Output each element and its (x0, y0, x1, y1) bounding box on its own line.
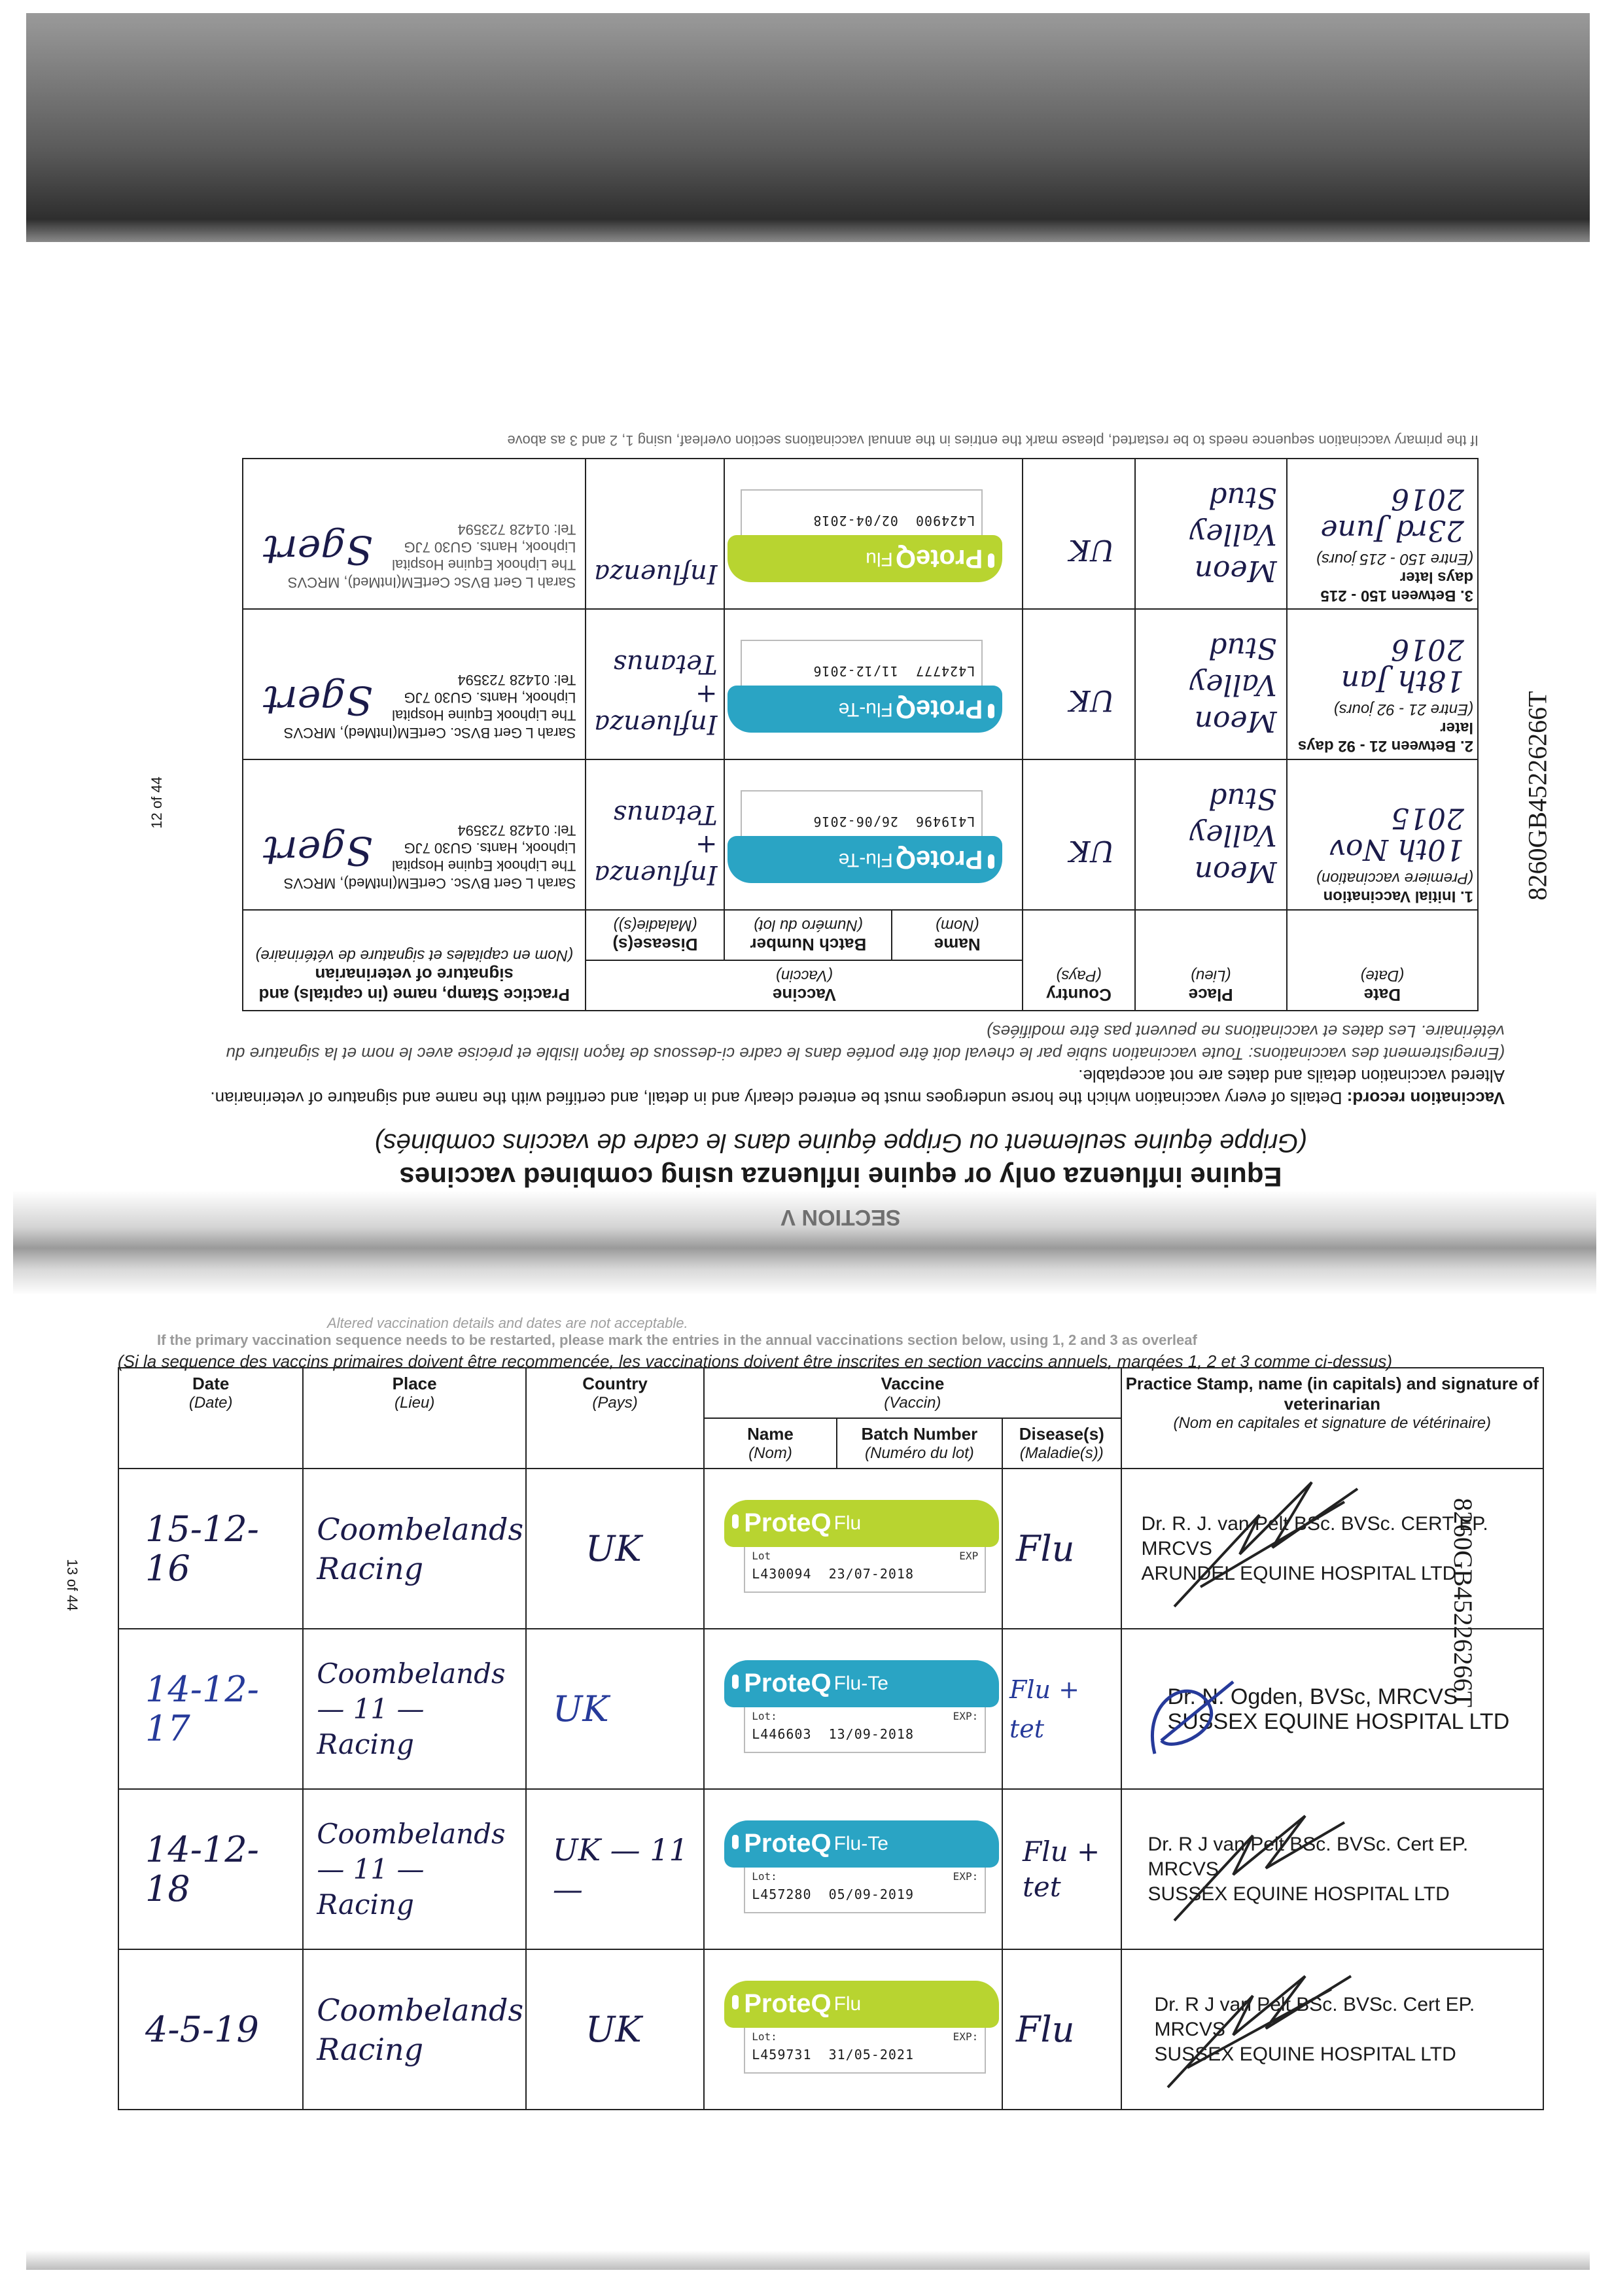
practice-stamp-hospital: SUSSEX EQUINE HOSPITAL LTD (1167, 1709, 1510, 1734)
handwritten-date: 14-12-18 (145, 1828, 259, 1909)
handwritten-place: Meon Valley Stud (1189, 481, 1277, 587)
stamp-cell (243, 459, 586, 609)
handwritten-disease: Influenza + Tetanus (594, 799, 718, 890)
country-cell (526, 1469, 704, 1629)
sticker-product: Flu (833, 1992, 862, 2015)
handwritten-place: Meon Valley Stud (1189, 631, 1277, 738)
vet-signature (1161, 1803, 1358, 1934)
vaccine-sticker (724, 1660, 999, 1758)
date-cell (118, 1949, 303, 2110)
altered-note: Altered vaccination details and dates are not acceptable. (327, 1315, 688, 1331)
sticker-exp-label: EXP: (953, 2030, 979, 2043)
disease-cell (586, 459, 724, 609)
restart-note-fr: (Si la sequence des vaccins primaires doivent être recommencée, les vaccinations doivent être inscrites en section vaccins annuels, marqées 1, 2 et 3 comme ci-dessus) (118, 1351, 1393, 1371)
col-country: Country (Pays) (1023, 910, 1134, 1011)
sticker-exp: 02/04-2018 (813, 513, 898, 529)
handwritten-date: 14-12-17 (145, 1668, 259, 1749)
sticker-product: Flu (833, 1512, 862, 1534)
section-subtitle: (Grippe équine seulement ou Grippe équine dans le cadre de vaccins combinés) (374, 1128, 1307, 1157)
country-cell (1023, 609, 1134, 759)
instructions-text: Details of every vaccination which the horse undergoes must be entered clearly and in detail, and certified with the name and signature of veterinarian. Altered vaccination details and dates are not acceptable. (210, 1066, 1505, 1108)
sticker-product: Flu-Te (838, 699, 893, 720)
row-label: 2. Between 21 - 92 days later (Entre 21 - 92 jours) (1297, 701, 1473, 755)
sticker-lot: L446603 (752, 1726, 812, 1742)
instructions (105, 1020, 1577, 1109)
practice-stamp-hospital: SUSSEX EQUINE HOSPITAL LTD (1148, 1883, 1450, 1905)
country-cell (1023, 459, 1134, 609)
col-batch: Batch Number (Numéro du lot) (837, 1418, 1002, 1469)
table-row (118, 1469, 1543, 1629)
vet-signature: Sgert (263, 677, 373, 723)
handwritten-disease: Influenza (594, 559, 718, 589)
restart-note: If the primary vaccination sequence needs to be restarted, please mark the entries in the annual vaccinations section overleaf, using 1, 2 and 3 as above (507, 432, 1479, 449)
sticker-lot: L424777 (915, 663, 975, 679)
sticker-lot: L459731 (752, 2046, 812, 2062)
drop-icon (732, 1835, 739, 1849)
disease-cell (586, 759, 724, 910)
stamp-cell (1121, 1949, 1543, 2110)
vet-signature: Sgert (263, 827, 373, 873)
stamp-cell (243, 759, 586, 910)
handwritten-date: 15-12-16 (145, 1508, 259, 1589)
col-date: Date (Date) (118, 1368, 303, 1469)
disease-cell (1002, 1629, 1121, 1789)
vet-signature: Sgert (263, 527, 373, 572)
practice-stamp-name: Dr. R. J. van Pelt BSc. BVSc. CERT EP. MRCVS (1141, 1512, 1488, 1559)
section-header (105, 1128, 1577, 1230)
vet-signature (1135, 1662, 1253, 1767)
table-row (243, 459, 1478, 609)
sticker-lot: L424900 (915, 513, 975, 529)
handwritten-place: Coombelands — 11 — Racing (317, 1657, 506, 1760)
practice-stamp: Sarah L Gert BVSc. CertEM(IntMed), MRCVS The Liphook Equine Hospital Liphook, Hants. GU30 7JG Tel: 01428 723594 (283, 672, 576, 741)
handwritten-place: Coombelands Racing (317, 1511, 524, 1586)
handwritten-disease: Flu + tet (1023, 1835, 1100, 1903)
handwritten-country: UK (1068, 834, 1115, 867)
annual-vaccination-table (118, 1367, 1544, 2110)
disease-cell (1002, 1949, 1121, 2110)
sticker-lot: L430094 (752, 1565, 812, 1582)
vet-signature (1155, 1963, 1364, 2100)
col-disease: Disease(s) (Maladie(s)) (1002, 1418, 1121, 1469)
handwritten-date: 4-5-19 (145, 2008, 259, 2050)
col-name: Name (Nom) (704, 1418, 837, 1469)
book-gutter-shadow (26, 13, 1590, 242)
col-date: Date (Date) (1287, 910, 1478, 1011)
handwritten-country: UK (1068, 684, 1115, 717)
vaccine-sticker (727, 785, 1002, 883)
vaccine-sticker (727, 635, 1002, 733)
date-cell (1287, 459, 1478, 609)
instructions-fr: (Enregistrement des vaccinations: Toute vaccination subie par le cheval doit être portée dans le cadre ci-dessous de façon lisible et précise avec le nom et la signature du vétérinaire. Les dates et vaccinations ne peuvent pas être modifiées) (226, 1022, 1505, 1064)
col-place: Place (Lieu) (1135, 910, 1287, 1011)
col-vaccine: Vaccine (Vaccin) (704, 1368, 1121, 1418)
handwritten-date: 10th Nov 2015 (1329, 801, 1464, 866)
date-cell (118, 1469, 303, 1629)
vaccine-sticker-cell (725, 759, 1023, 910)
instructions-bold: Vaccination record: (1346, 1088, 1505, 1108)
vaccine-sticker (724, 1500, 999, 1598)
doc-code: 8260GB45226266T (1522, 691, 1552, 901)
table-header-row (243, 960, 1478, 1011)
vaccine-sticker-cell (704, 1469, 1002, 1629)
practice-stamp-name: Dr. N. Ogden, BVSc, MRCVS (1167, 1684, 1458, 1709)
disease-cell (1002, 1789, 1121, 1949)
restart-note: If the primary vaccination sequence needs to be restarted, please mark the entries in the annual vaccinations section below, using 1, 2 and 3 as overleaf (157, 1332, 1197, 1348)
disease-cell (586, 609, 724, 759)
sticker-product: Flu-Te (838, 849, 893, 871)
place-cell (1135, 759, 1287, 910)
sticker-brand: ProteQ (744, 1508, 832, 1537)
practice-stamp-name: Dr. R J van Pelt BSc. BVSc. Cert EP. MRCVS (1148, 1833, 1469, 1880)
sticker-exp: 23/07-2018 (828, 1565, 915, 1582)
handwritten-disease: Flu (1016, 2008, 1075, 2050)
col-place: Place (Lieu) (303, 1368, 526, 1469)
drop-icon (988, 553, 994, 568)
place-cell (303, 1469, 526, 1629)
sticker-exp-label: EXP: (953, 1709, 979, 1722)
vaccine-sticker-cell (704, 1949, 1002, 2110)
place-cell (303, 1629, 526, 1789)
table-row (243, 609, 1478, 759)
stamp-cell (1121, 1629, 1543, 1789)
vaccine-sticker (724, 1981, 999, 2079)
sticker-brand: ProteQ (744, 1989, 832, 2018)
sticker-brand: ProteQ (895, 544, 983, 574)
drop-icon (988, 854, 994, 869)
stamp-cell (243, 609, 586, 759)
sticker-exp: 31/05-2021 (828, 2046, 915, 2062)
date-cell (1287, 759, 1478, 910)
col-stamp: Practice Stamp, name (in capitals) and signature of veterinarian (Nom en capitales et signature de vétérinaire) (243, 910, 586, 1011)
practice-stamp-name: Dr. R J van Pelt BSc. BVSc. Cert EP. MRCVS (1154, 1993, 1475, 2040)
handwritten-country: UK (552, 1688, 609, 1730)
vaccine-sticker (724, 1820, 999, 1919)
sticker-product: Flu (866, 548, 893, 570)
table-row (118, 1629, 1543, 1789)
sticker-lot-label: Lot: (752, 1870, 777, 1883)
practice-stamp-hospital: SUSSEX EQUINE HOSPITAL LTD (1154, 2043, 1456, 2065)
handwritten-disease: Flu + tet (1009, 1675, 1079, 1743)
col-batch: Batch Number (Numéro du lot) (725, 910, 892, 960)
practice-stamp-hospital: ARUNDEL EQUINE HOSPITAL LTD (1141, 1562, 1457, 1584)
country-cell (526, 1949, 704, 2110)
sticker-exp: 11/12-2016 (813, 663, 898, 679)
handwritten-country: UK — 11 — (552, 1832, 688, 1907)
col-disease: Disease(s) (Maladie(s)) (586, 910, 724, 960)
row-label: 3. Between 150 - 215 days later (Entre 150 - 215 jours) (1316, 550, 1473, 604)
place-cell (1135, 609, 1287, 759)
country-cell (1023, 759, 1134, 910)
handwritten-country: UK (1068, 533, 1115, 566)
sticker-lot-label: Lot: (752, 2030, 777, 2043)
row-label: 1. Initial Vaccination (Premiere vaccination) (1316, 869, 1473, 905)
stamp-cell (1121, 1789, 1543, 1949)
col-name: Name (Nom) (892, 910, 1023, 960)
handwritten-place: Coombelands — 11 — Racing (317, 1817, 506, 1921)
date-cell (118, 1789, 303, 1949)
handwritten-disease: Influenza + Tetanus (594, 649, 718, 739)
section-title: Equine influenza only or equine influenza using combined vaccines (399, 1162, 1282, 1192)
sticker-product: Flu-Te (833, 1832, 888, 1854)
vaccine-sticker-cell (725, 609, 1023, 759)
doc-code: 8260GB45226266T (1448, 1498, 1478, 1707)
vaccine-sticker (727, 484, 1002, 582)
handwritten-date: 23rd June 2016 (1320, 482, 1464, 547)
vaccine-sticker-cell (704, 1629, 1002, 1789)
handwritten-place: Meon Valley Stud (1189, 782, 1277, 888)
col-vaccine: Vaccine (Vaccin) (586, 960, 1023, 1011)
page-number: 12 of 44 (149, 776, 166, 829)
handwritten-country: UK (585, 2008, 642, 2050)
drop-icon (732, 1675, 739, 1689)
date-cell (118, 1629, 303, 1789)
country-cell (526, 1789, 704, 1949)
sticker-brand: ProteQ (895, 695, 983, 724)
section-label: SECTION V (780, 1205, 901, 1230)
sticker-lot-label: Lot: (752, 1709, 777, 1722)
sticker-brand: ProteQ (744, 1829, 832, 1858)
table-header-row (118, 1368, 1543, 1418)
handwritten-disease: Flu (1016, 1527, 1075, 1569)
country-cell (526, 1629, 704, 1789)
sticker-product: Flu-Te (833, 1672, 888, 1694)
table-row (118, 1789, 1543, 1949)
date-cell (1287, 609, 1478, 759)
lower-page (63, 1315, 1557, 2218)
initial-vaccination-table (242, 458, 1479, 1011)
vaccine-sticker-cell (725, 459, 1023, 609)
sticker-exp-label: EXP (959, 1549, 979, 1562)
sticker-lot: L457280 (752, 1886, 812, 1902)
place-cell (303, 1789, 526, 1949)
sticker-lot: L419496 (915, 814, 975, 829)
vaccine-sticker-cell (704, 1789, 1002, 1949)
col-stamp: Practice Stamp, name (in capitals) and signature of veterinarian (Nom en capitales et signature de vétérinaire) (1121, 1368, 1543, 1469)
sticker-brand: ProteQ (744, 1669, 832, 1697)
drop-icon (988, 704, 994, 718)
vet-signature (1161, 1476, 1371, 1620)
handwritten-date: 18th Jan 2016 (1340, 633, 1464, 697)
col-country: Country (Pays) (526, 1368, 704, 1469)
stamp-cell (1121, 1469, 1543, 1629)
sticker-brand: ProteQ (895, 845, 983, 875)
place-cell (1135, 459, 1287, 609)
sticker-exp: 13/09-2018 (828, 1726, 915, 1742)
handwritten-country: UK (585, 1527, 642, 1569)
drop-icon (732, 1514, 739, 1529)
practice-stamp: Sarah L Gert BVSc CertEM(IntMed), MRCVS The Liphook Equine Hospital Liphook, Hants. GU30 7JG Tel: 01428 723594 (287, 521, 576, 591)
page-number: 13 of 44 (63, 1559, 80, 1611)
practice-stamp: Sarah L Gert BVSc. CertEM(IntMed), MRCVS The Liphook Equine Hospital Liphook, Hants. GU30 7JG Tel: 01428 723594 (283, 822, 576, 892)
table-row (118, 1949, 1543, 2110)
table-row (243, 759, 1478, 910)
page-edge-shadow (26, 2250, 1590, 2270)
drop-icon (732, 1995, 739, 2009)
disease-cell (1002, 1469, 1121, 1629)
place-cell (303, 1949, 526, 2110)
handwritten-place: Coombelands Racing (317, 1992, 524, 2067)
sticker-exp: 26/06-2016 (813, 814, 898, 829)
sticker-lot-label: Lot (752, 1549, 771, 1562)
sticker-exp: 05/09-2019 (828, 1886, 915, 1902)
sticker-exp-label: EXP: (953, 1870, 979, 1883)
upper-page (105, 366, 1577, 1230)
